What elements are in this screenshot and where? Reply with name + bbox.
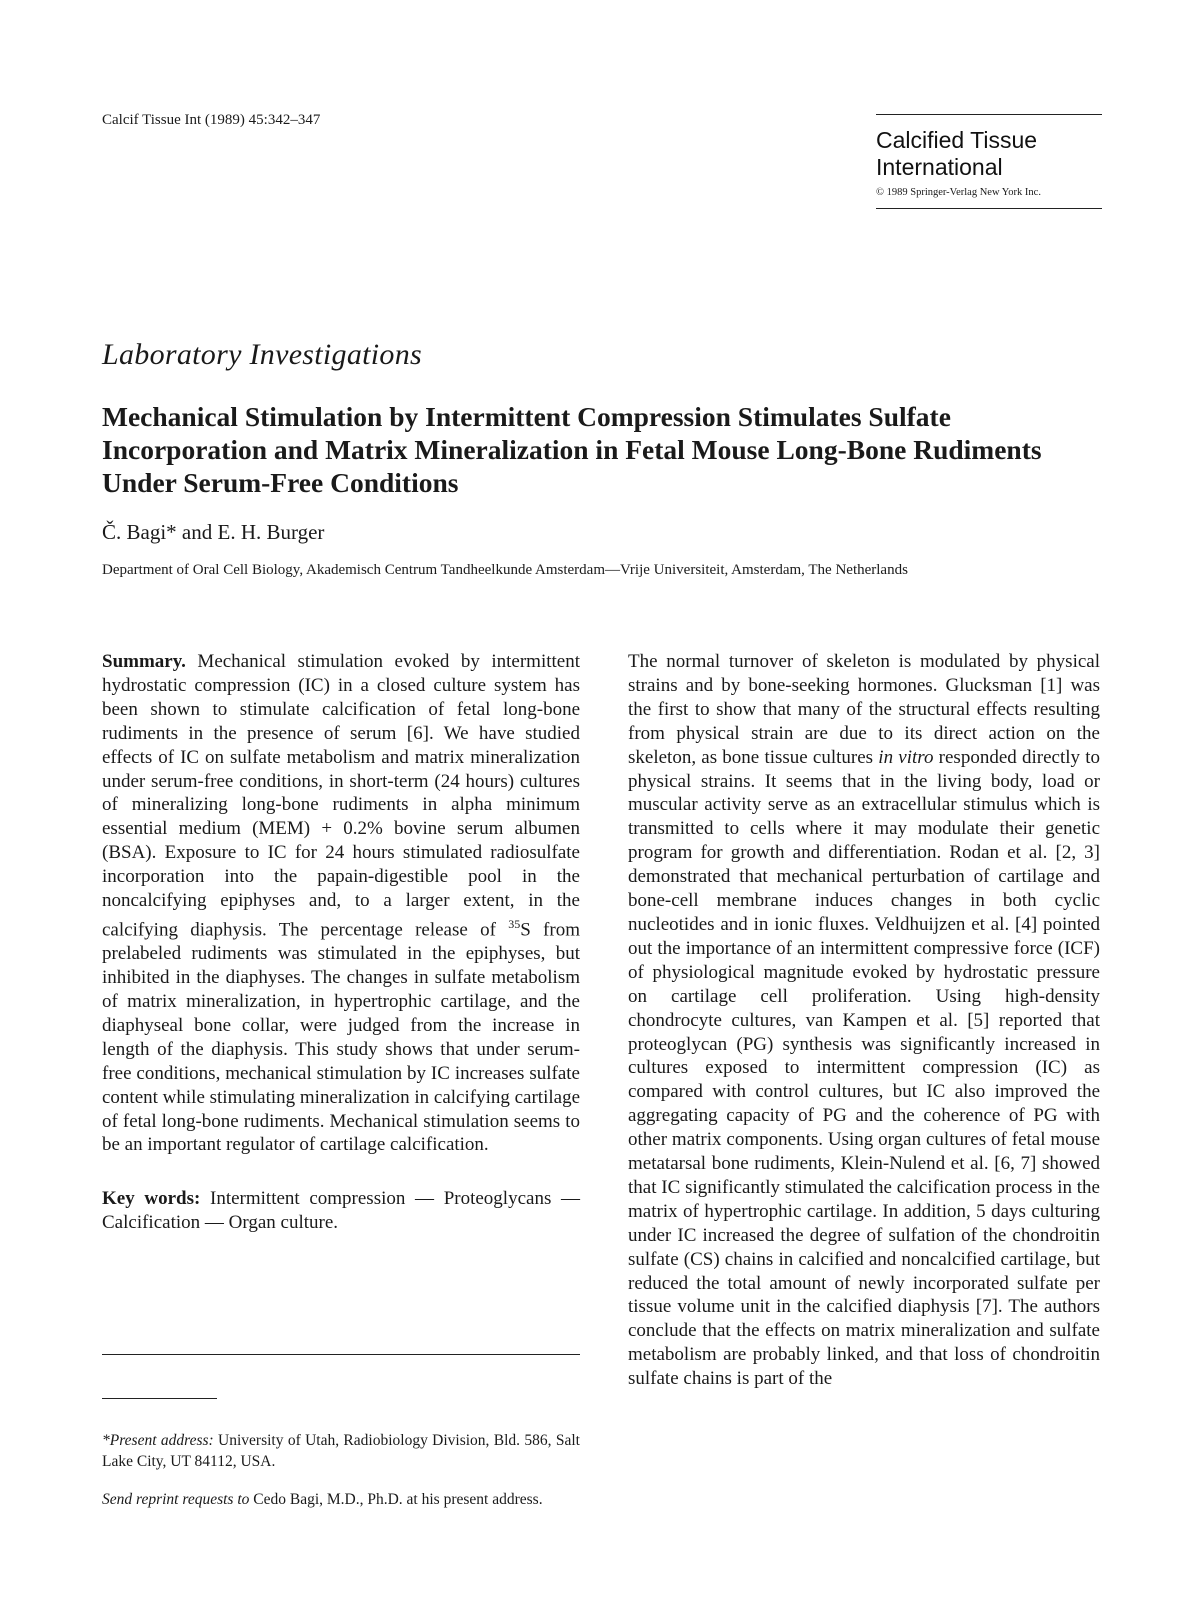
affiliation: Department of Oral Cell Biology, Akademisch Centrum Tandheelkunde Amsterdam—Vrije Universiteit, Amsterdam, The Netherlands: [102, 562, 908, 578]
intro-text-1: The normal turnover of skeleton is modulated by physical strains and by bone-seeking hormones. Glucksman [1] was the first to show that many of the structural effects resulting from physical strain are due to its direct action on the skeleton, as bone tissue cultures: [628, 651, 1100, 768]
keywords-text: Intermittent compression — Proteoglycans — Calcification — Organ culture.: [102, 1188, 580, 1234]
intro-text-2: responded directly to physical strains. It seems that in the living body, load or muscular activity serve as an extracellular stimulus which is transmitted to cells where it may modulate their genetic program for growth and differentiation. Rodan et al. [2, 3] demonstrated that mechanical perturbation of cartilage and bone-cell membrane induces changes in both cyclic nucleotides and in ionic fluxes. Veldhuijzen et al. [4] pointed out the importance of an intermittent compressive force (ICF) of physiological magnitude evoked by hydrostatic pressure on cartilage cell proliferation. Using high-density chondrocyte cultures, van Kampen et al. [5] reported that proteoglycan (PG) synthesis was significantly increased in cultures exposed to intermittent compression (IC) as compared with control cultures, but IC also improved the aggregating capacity of PG and the coherence of PG with other matrix components. Using organ cultures of fetal mouse metatarsal bone rudiments, Klein-Nulend et al. [6, 7] showed that IC significantly stimulated the calcification process in the matrix of hypertrophic cartilage. In addition, 5 days culturing under IC increased the degree of sulfation of the chondroitin sulfate (CS) chains in calcified and noncalcified cartilage, but reduced the total amount of newly incorporated sulfate per tissue volume unit in the calcified diaphysis [7]. The authors conclude that the effects on matrix mineralization and sulfate metabolism are probably linked, and that loss of chondroitin sulfate chains is part of the: [628, 746, 1100, 1390]
journal-name: [876, 127, 1102, 181]
reprint-label: Send reprint requests to: [102, 1491, 250, 1508]
intro-italic-phrase: in vitro: [878, 746, 934, 768]
copyright-notice: © 1989 Springer-Verlag New York Inc.: [876, 187, 1041, 198]
present-address-text: University of Utah, Radiobiology Division, Bld. 586, Salt Lake City, UT 84112, USA.: [102, 1432, 580, 1470]
footnote-reprint-requests: [102, 1489, 580, 1510]
summary-label: Summary.: [102, 651, 186, 672]
keywords-label: Key words:: [102, 1188, 201, 1210]
summary-text-1: Mechanical stimulation evoked by intermittent hydrostatic compression (IC) in a closed culture system has been shown to stimulate calcification of fetal long-bone rudiments in the presence of serum [6]. We have studied effects of IC on sulfate metabolism and matrix mineralization under serum-free conditions, in short-term (24 hours) cultures of mineralizing long-bone rudiments in alpha minimum essential medium (MEM) + 0.2% bovine serum albumen (BSA). Exposure to IC for 24 hours stimulated radiosulfate incorporation into the papain-digestible pool in the noncalcifying epiphyses and, to a larger extent, in the calcifying diaphysis. The percentage release of: [102, 651, 580, 941]
footnote-separator-long: [102, 1354, 580, 1355]
introduction-paragraph: [628, 650, 1100, 1391]
right-column: [628, 650, 1100, 1391]
keywords-paragraph: [102, 1187, 580, 1235]
isotope-symbol: S: [520, 919, 531, 941]
journal-masthead: [876, 114, 1102, 209]
summary-text-2: from prelabeled rudiments was stimulated in the epiphyses, but inhibited in the diaphyses. The changes in sulfate metabolism of matrix mineralization, in hypertrophic cartilage, and the diaphyseal bone collar, were judged from the increase in length of the diaphysis. This study shows that under serum-free conditions, mechanical stimulation by IC increases sulfate content while stimulating mineralization in calcifying cartilage of fetal long-bone rudiments. Mechanical stimulation seems to be an important regulator of cartilage calcification.: [102, 919, 581, 1156]
present-address-label: *Present address:: [102, 1432, 214, 1449]
section-label: Laboratory Investigations: [102, 338, 422, 371]
journal-citation: Calcif Tissue Int (1989) 45:342–347: [102, 112, 321, 128]
isotope-mass: 35: [508, 916, 521, 931]
authors: Č. Bagi* and E. H. Burger: [102, 520, 325, 544]
footnote-present-address: [102, 1430, 580, 1472]
masthead-bottom-rule: [876, 208, 1102, 209]
left-column: [102, 650, 580, 1235]
journal-name-line-2: International: [876, 154, 1003, 180]
reprint-text: Cedo Bagi, M.D., Ph.D. at his present address.: [249, 1491, 543, 1508]
summary-paragraph: [102, 650, 580, 1157]
journal-name-line-1: Calcified Tissue: [876, 127, 1038, 153]
masthead-top-rule: [876, 114, 1102, 115]
article-title: Mechanical Stimulation by Intermittent Compression Stimulates Sulfate Incorporation and Matrix Mineralization in Fetal Mouse Long-Bone Rudiments Under Serum-Free Conditions: [102, 401, 1042, 498]
footnote-separator-short: [102, 1398, 217, 1399]
